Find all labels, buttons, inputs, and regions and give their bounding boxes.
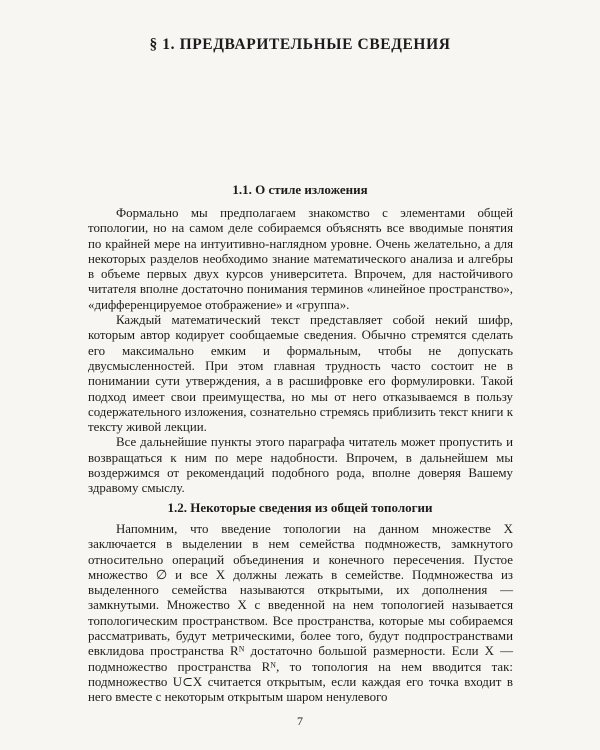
section-heading-topology: 1.2. Некоторые сведения из общей топологии <box>167 500 433 515</box>
paragraph: Все дальнейшие пункты этого параграфа читатель может пропустить и возвращаться к ним по мере надобности. Впрочем, в дальнейшем мы воздержимся от рекомендаций подобного рода, вполне доверяя Вашему здравому смыслу. <box>88 435 513 496</box>
paragraph: Формально мы предполагаем знакомство с элементами общей топологии, но на самом деле собираемся объяснять все вводимые понятия по крайней мере на интуитивно-наглядном уровне. Очень желательно, а для некоторых разделов необходимо знание математического анализа и алгебры в объеме первых двух курсов университета. Впрочем, для настойчивого читателя вполне достаточно понимания терминов «линейное пространство», «дифференцируемое отображение» и «группа». <box>88 206 513 312</box>
section-heading-style: 1.1. О стиле изложения <box>232 182 368 197</box>
chapter-title: § 1. ПРЕДВАРИТЕЛЬНЫЕ СВЕДЕНИЯ <box>149 36 451 53</box>
section-1-body <box>88 206 513 497</box>
section-2-body <box>88 522 513 706</box>
page-number: 7 <box>297 714 303 728</box>
paragraph: Каждый математический текст представляет собой некий шифр, которым автор кодирует сообщаемые сведения. Обычно стремятся сделать его максимально емким и формальным, чтобы не допускать двусмысленностей. При этом главная трудность часто состоит не в понимании сути утверждения, а в расшифровке его формулировки. Такой подход имеет свои преимущества, но мы от него отказываемся в пользу содержательного изложения, сознательно стремясь приблизить текст книги к тексту живой лекции. <box>88 313 513 435</box>
paragraph: Напомним, что введение топологии на данном множестве X заключается в выделении в нем семейства подмножеств, замкнутого относительно операций объединения и конечного пересечения. Пустое множество ∅ и все X должны лежать в семействе. Подмножества из выделенного семейства называются открытыми, их дополнения — замкнутыми. Множество X с введенной на нем топологией называется топологическим пространством. Все пространства, которые мы собираемся рассматривать, будут метрическими, более того, будут подпространствами евклидова пространства Rᴺ достаточно большой размерности. Если X — подмножество пространства Rᴺ, то топология на нем вводится так: подмножество U⊂X считается открытым, если каждая его точка входит в него вместе с некоторым открытым шаром ненулевого <box>88 522 513 705</box>
